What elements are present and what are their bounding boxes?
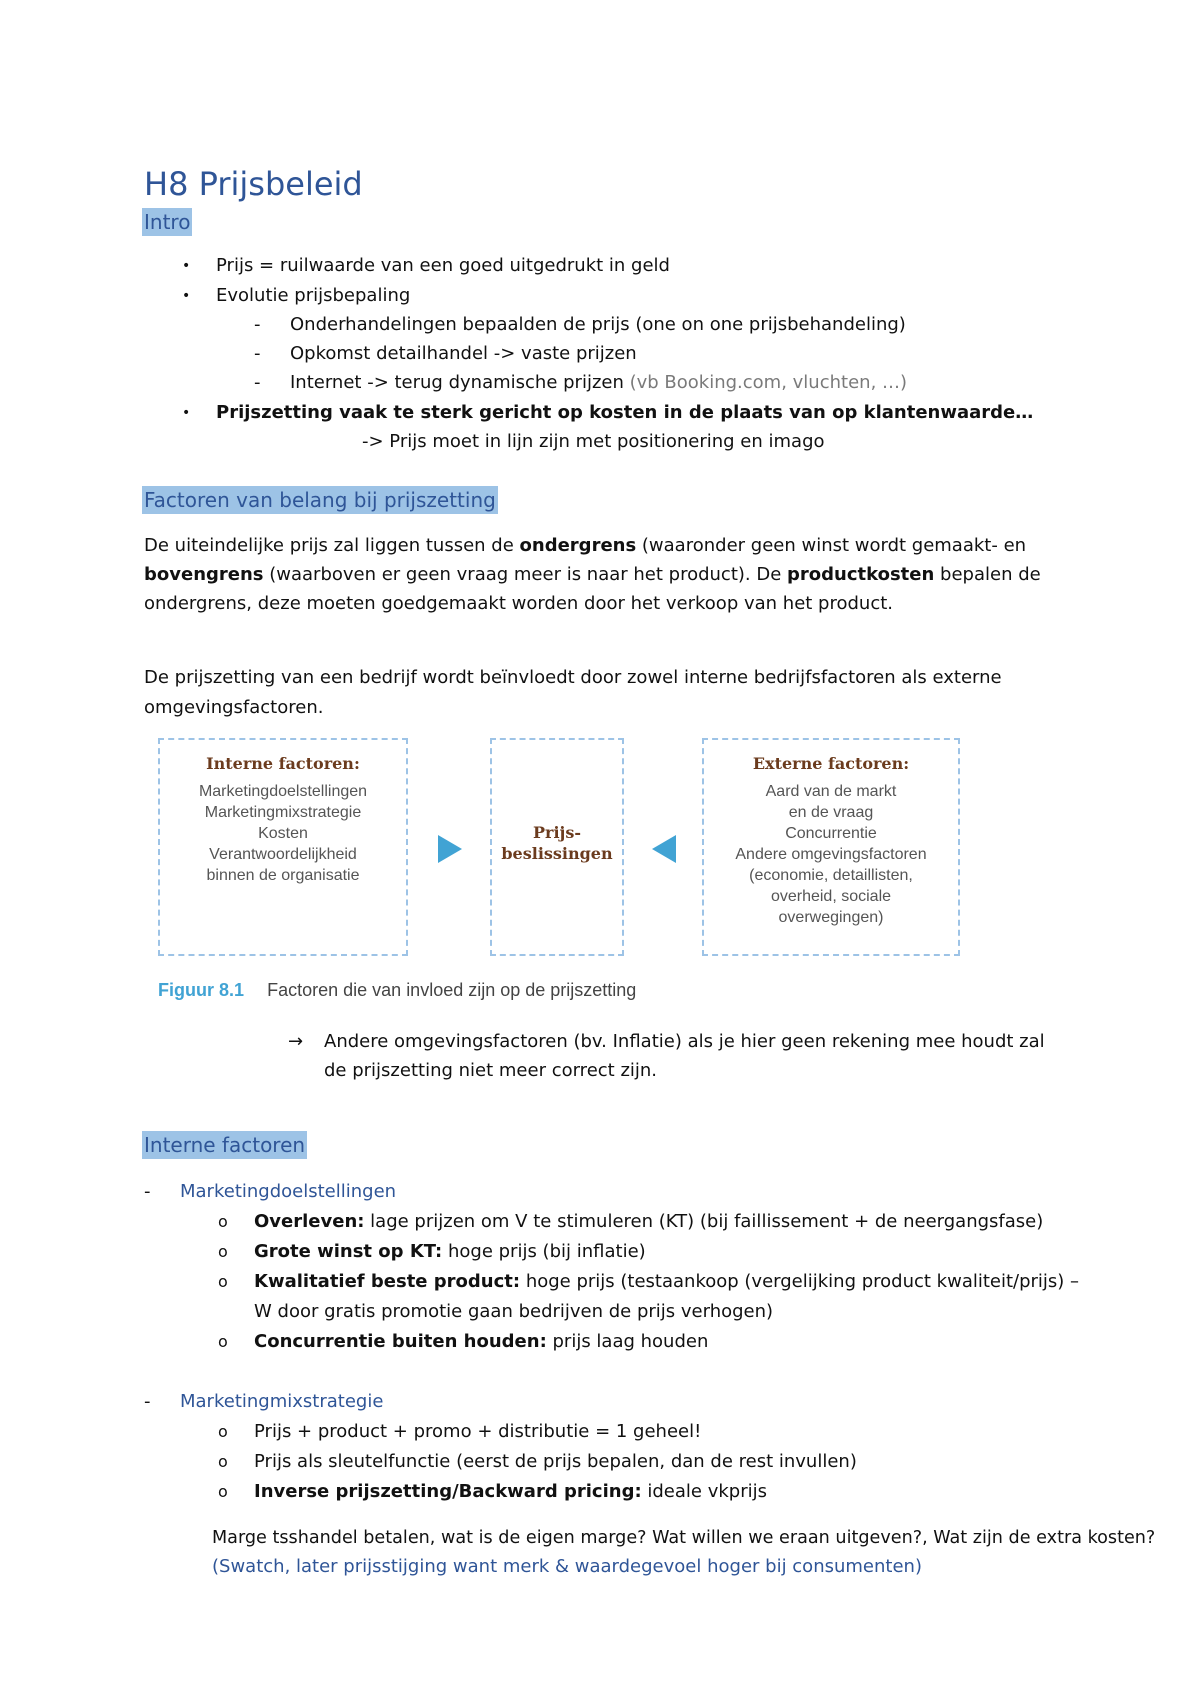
circle-bullet-icon: o: [218, 1422, 228, 1441]
dash-icon: -: [254, 314, 261, 335]
text-run-bold: Concurrentie buiten houden:: [254, 1331, 547, 1352]
arrow-left-icon: [652, 835, 678, 863]
section-heading-intro: Intro: [144, 210, 191, 234]
arrow-icon: →: [288, 1031, 304, 1052]
intro-bullet-2: Evolutie prijsbepaling: [216, 285, 411, 306]
internal-factors-title: Interne factoren:: [206, 754, 360, 773]
figure-note-line-1: Andere omgevingsfactoren (bv. Inflatie) als je hier geen rekening mee houdt zal: [324, 1031, 1045, 1052]
dash-icon: -: [254, 372, 261, 393]
dash-icon: -: [254, 343, 261, 364]
text-run: (waaronder geen winst wordt gemaakt- en: [636, 535, 1027, 556]
text-run-bold: Grote winst op KT:: [254, 1241, 443, 1262]
external-factor: overheid, sociale: [770, 888, 892, 905]
circle-bullet-icon: o: [218, 1212, 228, 1231]
external-factor: overwegingen): [778, 909, 884, 926]
subheading-marketingmixstrategie: Marketingmixstrategie: [180, 1391, 384, 1412]
circle-bullet-icon: o: [218, 1482, 228, 1501]
factoren-paragraph-1-line-3: ondergrens, deze moeten goedgemaakt worden door het verkoop van het product.: [144, 593, 893, 614]
price-decisions-line-2: beslissingen: [501, 844, 613, 863]
mixstrategie-item-1: Prijs + product + promo + distributie = 1 geheel!: [254, 1421, 702, 1442]
mixstrategie-note-1: Marge tsshandel betalen, wat is de eigen marge? Wat willen we eraan uitgeven?, Wat zijn de extra kosten?: [212, 1528, 1156, 1548]
text-run-bold: Inverse prijszetting/Backward pricing:: [254, 1481, 642, 1502]
doelstelling-kwalitatief-continued: W door gratis promotie gaan bedrijven de prijs verhogen): [254, 1301, 774, 1322]
intro-sub-2: Opkomst detailhandel -> vaste prijzen: [290, 343, 637, 364]
text-run: De uiteindelijke prijs zal liggen tussen de: [144, 535, 520, 556]
text-run: hoge prijs (testaankoop (vergelijking product kwaliteit/prijs) –: [520, 1271, 1080, 1292]
arrow-right-icon: [438, 835, 464, 863]
internal-factor: binnen de organisatie: [206, 867, 360, 884]
intro-bullet-3-followup: -> Prijs moet in lijn zijn met positionering en imago: [362, 431, 825, 452]
internal-factor: Marketingmixstrategie: [204, 804, 362, 821]
figure-caption-text: Factoren die van invloed zijn op de prijszetting: [267, 980, 637, 1000]
internal-factor: Marketingdoelstellingen: [198, 783, 368, 800]
circle-bullet-icon: o: [218, 1272, 228, 1291]
circle-bullet-icon: o: [218, 1242, 228, 1261]
dash-icon: -: [144, 1181, 151, 1202]
price-decisions-box: [490, 738, 624, 956]
figure-note-line-2: de prijszetting niet meer correct zijn.: [324, 1060, 658, 1081]
external-factors-list: [704, 781, 958, 928]
circle-bullet-icon: o: [218, 1332, 228, 1351]
internal-factors-list: [160, 781, 406, 886]
external-factor: Andere omgevingsfactoren: [735, 846, 927, 863]
text-run-bold: Overleven:: [254, 1211, 365, 1232]
intro-sub-3: [290, 371, 907, 395]
text-run: lage prijzen om V te stimuleren (KT) (bij faillissement + de neergangsfase): [364, 1211, 1044, 1232]
price-decisions-line-1: Prijs-: [533, 823, 581, 842]
doelstelling-concurrentie: [254, 1330, 708, 1354]
doelstelling-grote-winst: [254, 1240, 646, 1264]
text-run: (waarboven er geen vraag meer is naar het product). De: [263, 564, 788, 585]
factoren-paragraph-1-line-1: [144, 534, 1026, 558]
external-factor: Aard van de markt: [765, 783, 897, 800]
text-run: hoge prijs (bij inflatie): [442, 1241, 646, 1262]
external-factor: (economie, detaillisten,: [749, 867, 913, 884]
internal-factors-box: [158, 738, 408, 956]
internal-factor: Verantwoordelijkheid: [209, 846, 357, 863]
doelstelling-kwalitatief: [254, 1270, 1079, 1294]
factoren-paragraph-1-line-2: [144, 563, 1041, 587]
dash-icon: -: [144, 1391, 151, 1412]
bullet-icon: •: [182, 288, 191, 304]
text-run: prijs laag houden: [546, 1331, 709, 1352]
mixstrategie-item-2: Prijs als sleutelfunctie (eerst de prijs bepalen, dan de rest invullen): [254, 1451, 857, 1472]
page-title: H8 Prijsbeleid: [144, 165, 363, 203]
intro-sub-3-main: Internet -> terug dynamische prijzen: [290, 372, 630, 393]
section-heading-factoren: Factoren van belang bij prijszetting: [144, 488, 496, 512]
bullet-icon: •: [182, 405, 191, 421]
text-run-bold: bovengrens: [144, 564, 264, 585]
external-factors-box: [702, 738, 960, 956]
figure-caption-label: Figuur 8.1: [158, 980, 245, 1000]
circle-bullet-icon: o: [218, 1452, 228, 1471]
doelstelling-overleven: [254, 1210, 1043, 1234]
text-run: ideale vkprijs: [641, 1481, 767, 1502]
text-run-bold: productkosten: [787, 564, 935, 585]
figure-caption: [158, 980, 636, 1001]
section-heading-interne-factoren: Interne factoren: [144, 1133, 306, 1157]
factoren-paragraph-2-line-1: De prijszetting van een bedrijf wordt beïnvloedt door zowel interne bedrijfsfactoren als externe: [144, 667, 1002, 688]
text-run-bold: ondergrens: [519, 535, 637, 556]
mixstrategie-note-2: (Swatch, later prijsstijging want merk & waardegevoel hoger bij consumenten): [212, 1556, 922, 1577]
intro-sub-1: Onderhandelingen bepaalden de prijs (one on one prijsbehandeling): [290, 314, 906, 335]
subheading-marketingdoelstellingen: Marketingdoelstellingen: [180, 1181, 397, 1202]
bullet-icon: •: [182, 258, 191, 274]
intro-sub-3-example: (vb Booking.com, vluchten, …): [629, 372, 908, 393]
internal-factor: Kosten: [258, 825, 308, 842]
text-run: bepalen de: [934, 564, 1041, 585]
intro-bullet-1: Prijs = ruilwaarde van een goed uitgedrukt in geld: [216, 255, 670, 276]
external-factor: en de vraag: [788, 804, 874, 821]
mixstrategie-item-3: [254, 1480, 767, 1504]
price-decisions-label: [492, 822, 622, 864]
intro-bullet-3: Prijszetting vaak te sterk gericht op kosten in de plaats van op klantenwaarde…: [216, 402, 1034, 423]
text-run-bold: Kwalitatief beste product:: [254, 1271, 521, 1292]
external-factor: Concurrentie: [785, 825, 877, 842]
external-factors-title: Externe factoren:: [752, 754, 910, 773]
factoren-paragraph-2-line-2: omgevingsfactoren.: [144, 697, 324, 718]
